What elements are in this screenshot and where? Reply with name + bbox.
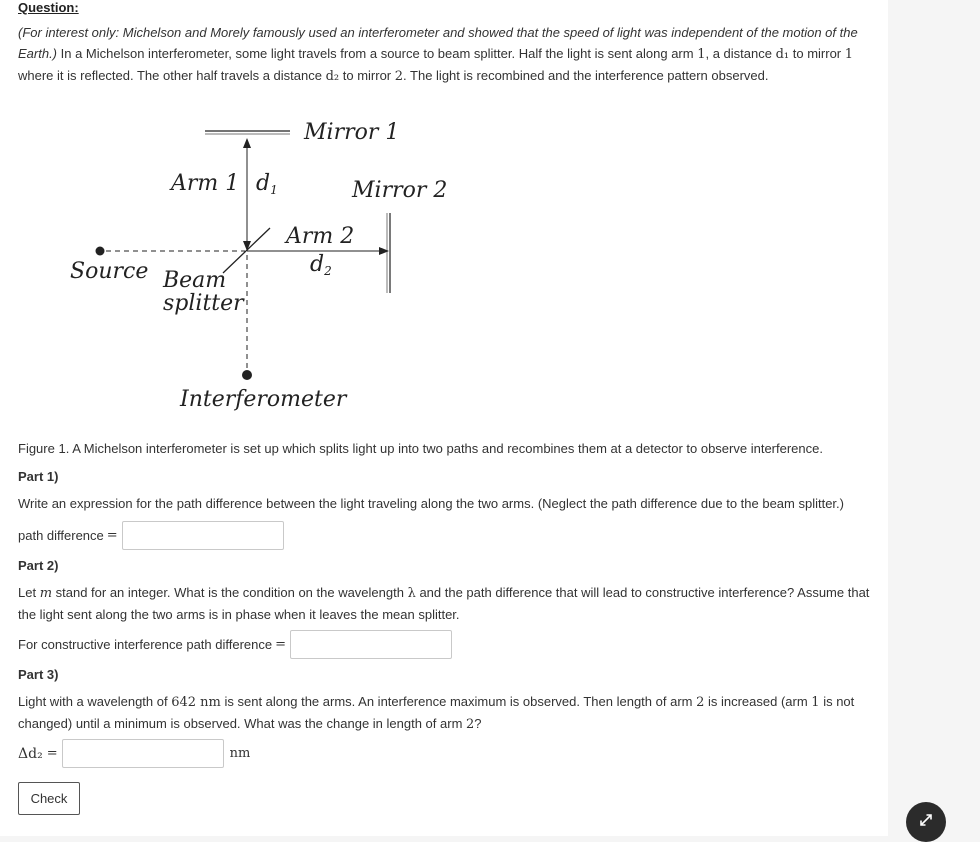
part-2-text-segment: and the path difference that will lead to constructive interference? Assume that the light sent along the two arms is in phase when it leaves the mean splitter. — [18, 585, 870, 622]
part-3-text — [18, 691, 878, 735]
path-difference-input[interactable] — [122, 521, 284, 550]
math-1: 1 — [697, 47, 706, 62]
math-wavelength: 642 nm — [171, 695, 221, 710]
part-3-text-segment: is sent along the arms. An interference maximum is observed. Then length of arm — [220, 694, 697, 709]
part-1-title: Part 1) — [18, 469, 59, 484]
equals-sign: = — [46, 746, 58, 761]
math-m: m — [39, 586, 53, 601]
part-3-answer-row — [18, 739, 250, 768]
intro-text: where it is reflected. The other half travels a distance — [18, 68, 326, 83]
intro-paragraph — [18, 22, 868, 87]
figure-caption: Figure 1. A Michelson interferometer is set up which splits light up into two paths and recombines them at a detector to observe interference. — [18, 441, 823, 456]
part-2-label: For constructive interference path difference — [18, 637, 273, 652]
part-3-text-segment: is increased (arm — [704, 694, 812, 709]
detector-dot — [242, 370, 252, 380]
part-1-answer-row — [18, 521, 284, 550]
beam-label: Beam — [163, 268, 227, 293]
expand-arrows-icon — [918, 812, 934, 832]
arm-2-label: Arm 2 — [286, 224, 355, 249]
math-2: 2 — [394, 69, 404, 84]
intro-text: . The light is recombined and the interference pattern observed. — [403, 68, 769, 83]
math-lambda: λ — [407, 586, 416, 601]
intro-italic: (For interest only: Michelson and Morely famously used an interferometer and showed that the speed of light was independent of the motion of the Earth.) — [18, 25, 858, 61]
part-2-text-segment: Let — [18, 585, 40, 600]
check-button[interactable]: Check — [18, 782, 80, 815]
equals-sign: = — [106, 528, 118, 543]
intro-text: In a Michelson interferometer, some light travels from a source to beam splitter. Half the light is sent along arm — [57, 46, 698, 61]
part-3-text-segment: ? — [474, 716, 482, 731]
mirror-1-label: Mirror 1 — [304, 120, 400, 145]
d1-label: d1 — [256, 171, 278, 197]
constructive-path-difference-input[interactable] — [290, 630, 452, 659]
part-3-text-segment: is not changed) until a minimum is observed. What was the change in length of arm — [18, 694, 855, 731]
part-3-text-segment: Light with a wavelength of — [18, 694, 172, 709]
interferometer-diagram — [60, 112, 460, 422]
intro-text: to mirror — [789, 46, 845, 61]
expand-button[interactable] — [906, 802, 946, 842]
interferometer-label: Interferometer — [180, 387, 347, 412]
math-d2: d₂ — [325, 69, 340, 84]
part-1-label: path difference — [18, 528, 104, 543]
part-3-title: Part 3) — [18, 667, 59, 682]
math-1: 1 — [811, 695, 820, 710]
unit-nm: nm — [229, 746, 251, 761]
part-2-answer-row — [18, 630, 452, 659]
mirror-2-label: Mirror 2 — [352, 178, 448, 203]
part-2-title: Part 2) — [18, 558, 59, 573]
intro-text: , a distance — [705, 46, 776, 61]
part-2-text — [18, 582, 878, 625]
intro-text: to mirror — [339, 68, 395, 83]
equals-sign: = — [275, 637, 287, 652]
math-d1: d₁ — [775, 47, 790, 62]
d2-label: d2 — [310, 252, 332, 278]
part-1-text: Write an expression for the path difference between the light traveling along the two arms. (Neglect the path difference due to the beam splitter.) — [18, 496, 844, 511]
delta-d2-input[interactable] — [62, 739, 224, 768]
math-1: 1 — [844, 47, 854, 62]
math-2: 2 — [466, 717, 475, 732]
splitter-label: splitter — [163, 291, 244, 316]
source-dot — [96, 247, 105, 256]
arm-1-label: Arm 1 — [171, 171, 240, 196]
math-2: 2 — [696, 695, 705, 710]
source-label: Source — [70, 259, 149, 284]
question-heading: Question: — [18, 0, 79, 15]
part-2-text-segment: stand for an integer. What is the condition on the wavelength — [52, 585, 408, 600]
delta-d2-label: Δd₂ — [18, 745, 43, 762]
